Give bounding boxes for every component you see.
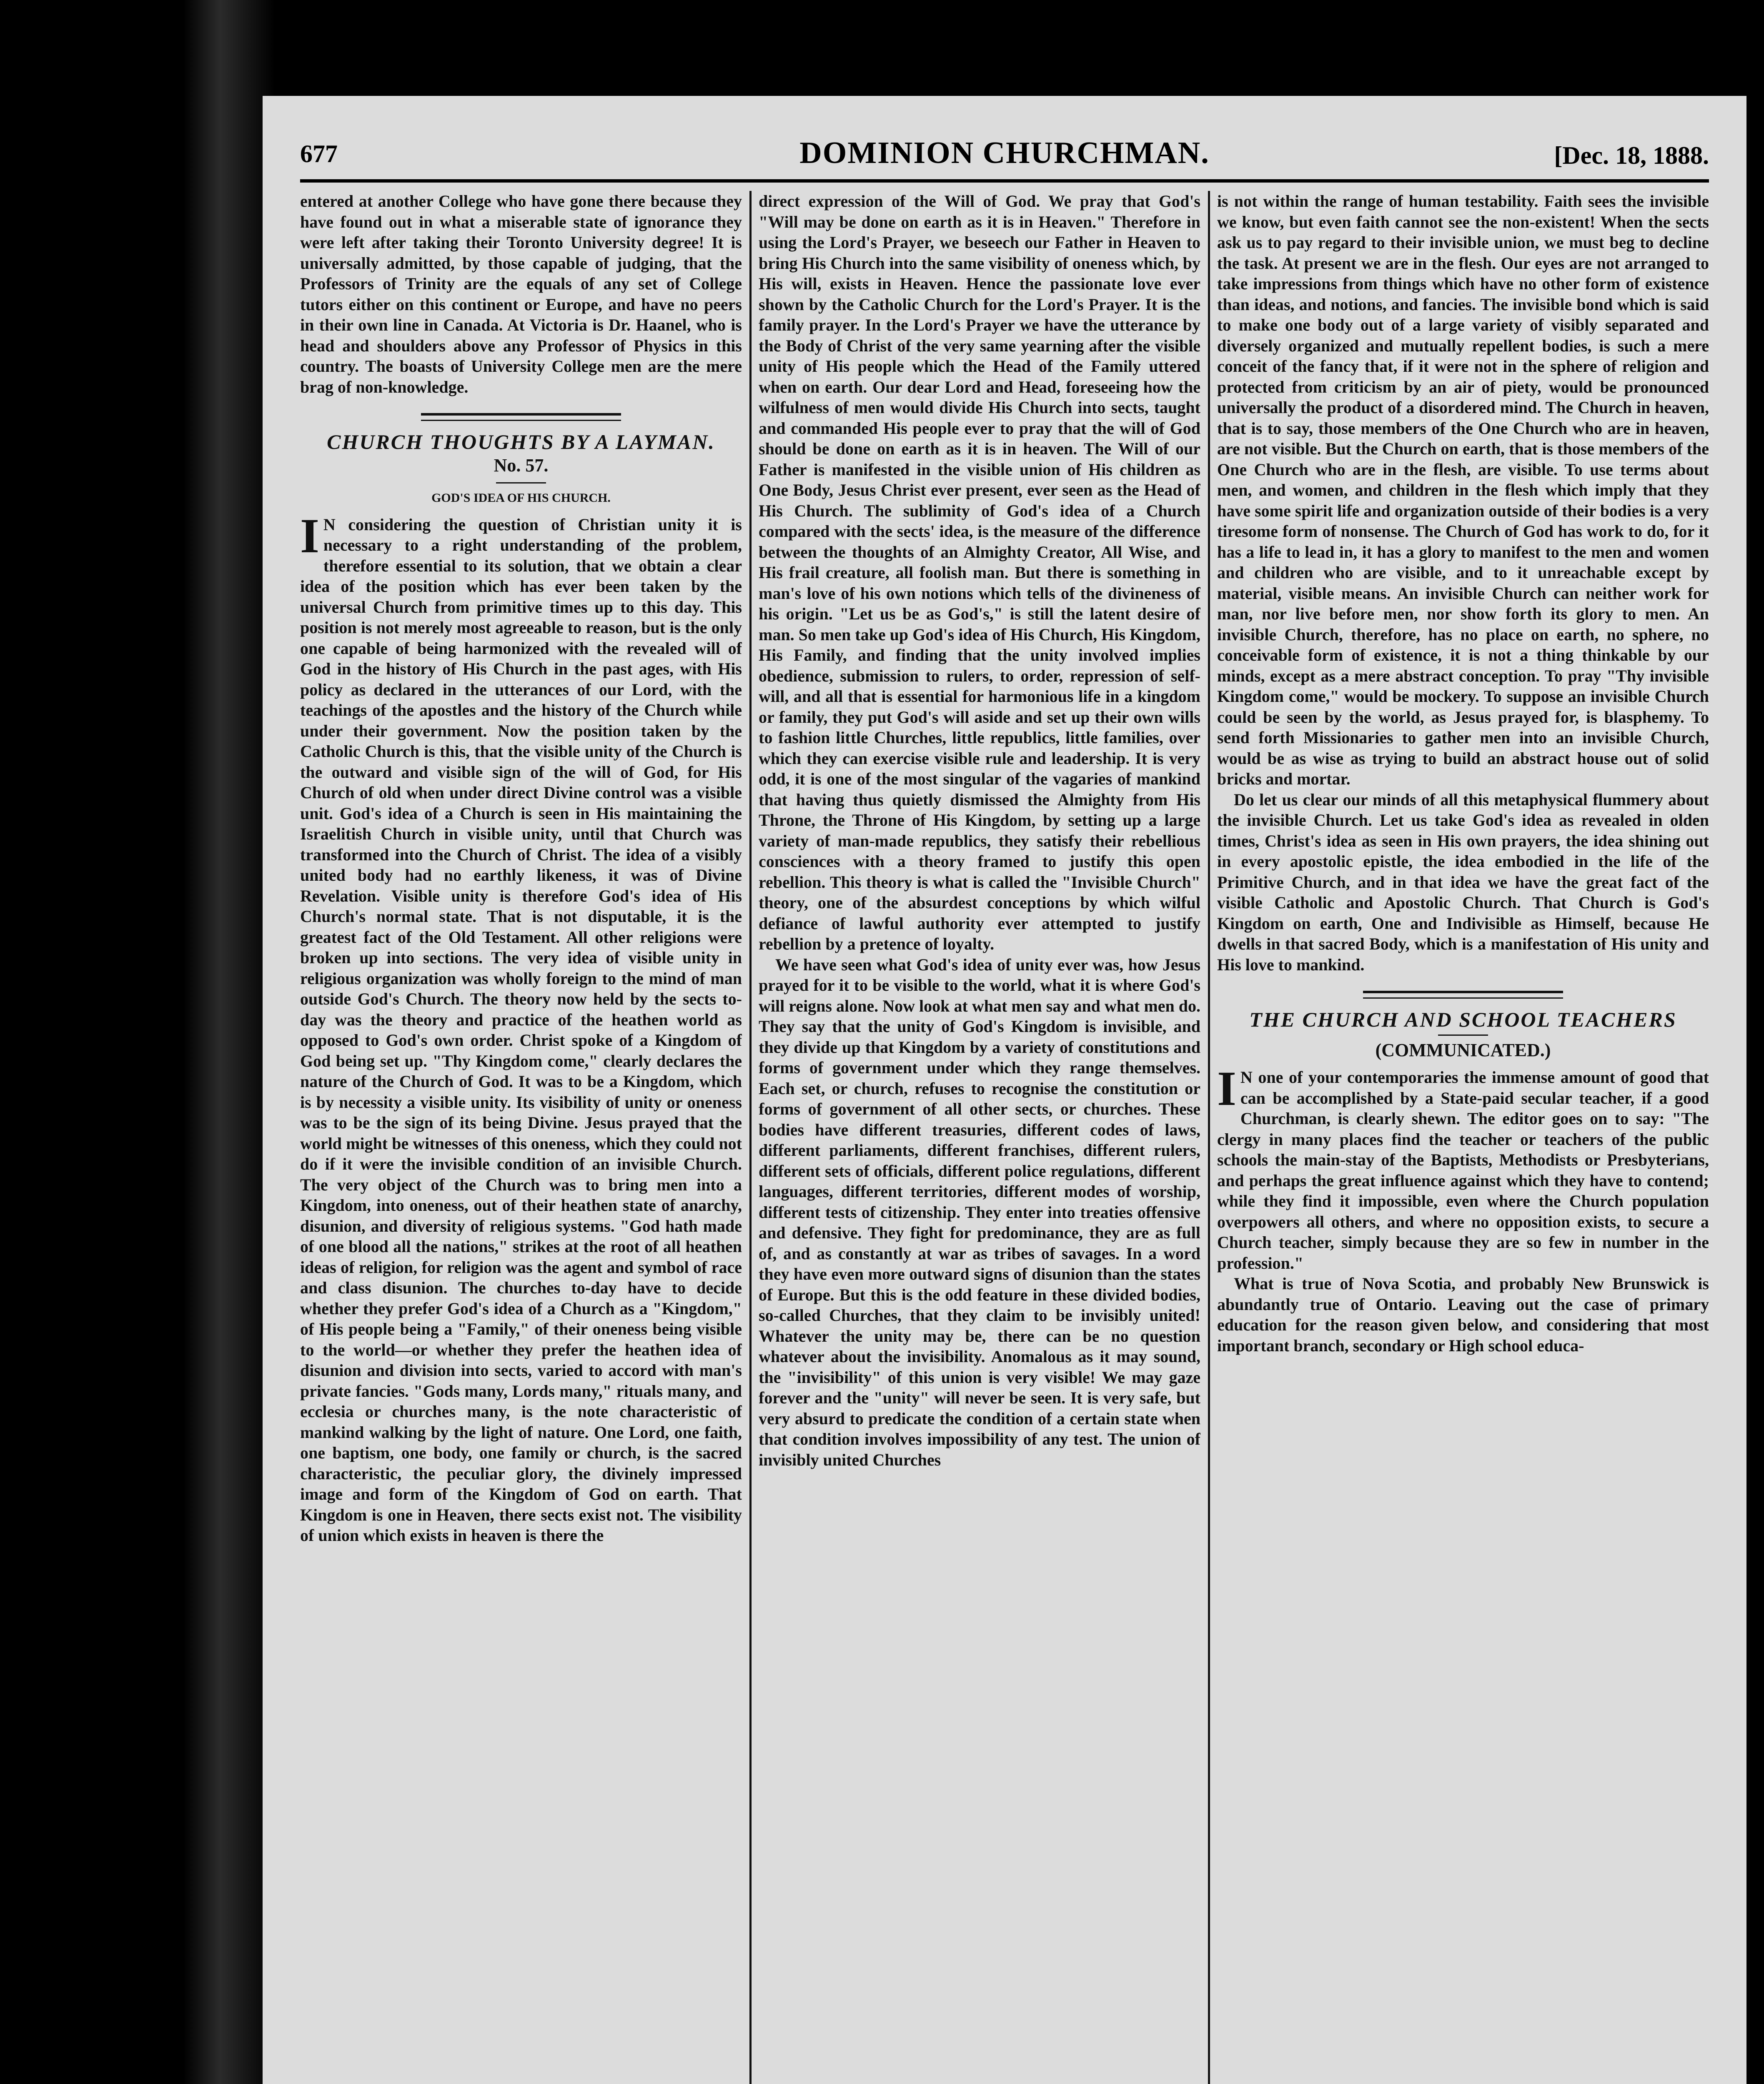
column-1 bbox=[300, 191, 742, 2084]
page-header bbox=[300, 135, 1709, 173]
column-3 bbox=[1217, 191, 1709, 2084]
header-rule bbox=[300, 179, 1709, 183]
drop-cap: I bbox=[300, 508, 319, 563]
article-number: No. 57. bbox=[494, 455, 549, 476]
article-title: CHURCH THOUGHTS BY A LAYMAN. bbox=[327, 430, 715, 453]
short-rule bbox=[496, 482, 546, 483]
masthead: DOMINION CHURCHMAN. bbox=[799, 136, 1210, 170]
column-2 bbox=[759, 191, 1200, 2084]
article-paragraph: I N one of your contemporaries the immense amount of good that can be accomplished by a State-paid secular teacher, if a good Churchman, is clearly shewn. The editor goes on to say: "The clergy in many places find the teacher or teachers of the public schools the main-stay of the Baptists, Methodists or Presbyterians, and perhaps the great influence against which they have to contend; while they find it impossible, even where the Church population overpowers all others, and where no opposition exists, to secure a Church teacher, simply because they are so few in number in the profession." bbox=[1217, 1061, 1709, 1272]
article-paragraph: is not within the range of human testability. Faith sees the invisible we know, but even faith cannot see the non-existent! When the sects ask us to pay regard to their invisible union, we must beg to decline the task. At present we are in the flesh. Our eyes are not arranged to take impressions from things which have no other form of existence than ideas, and notions, and fancies. The invisible bond which is said to make one body out of a large variety of visibly separated and diversely organized and mutually repellent bodies, is such a mere conceit of the fancy that, if it were not in the sphere of religion and protected from criticism by an air of piety, would be pronounced universally the product of a disordered mind. The Church in heaven, that is to say, those members of the One Church who are in heaven, are not visible. But the Church on earth, that is those members of the One Church who are in the flesh, are visible. To use terms about men, and women, and children in the flesh which imply that they have some spirit life and organization outside of their bodies is a very tiresome form of nonsense. The Church of God has work to do, for it has a life to lead in, it has a glory to manifest to the men and women and children who are visible, and to it unreachable except by material, visible means. An invisible Church can neither work for man, nor live before men, nor show forth its glory to men. An invisible Church, therefore, has no place on earth, no sphere, no conceivable form of existence, it is not a thing thinkable by our minds, except as a mere abstract conception. To pray "Thy invisible Kingdom come," would be mockery. To suppose an invisible Church could be seen by the world, as Jesus prayed for, is blasphemy. To send forth Missionaries to gather men into an invisible Church, would be as wise as trying to build an abstract house out of solid bricks and mortar. bbox=[1217, 192, 1709, 788]
newspaper-page bbox=[263, 96, 1746, 2084]
column-rule bbox=[1208, 191, 1210, 2084]
article-paragraph: I N considering the question of Christian unity it is necessary to a right understanding of the problem, therefore essential to its solution, that we obtain a clear idea of the position which has ever been taken by the universal Church from primitive times up to this day. This position is not merely most agreeable to reason, but is the only one capable of being harmonized with the revealed will of God in the history of His Church in the past ages, with His policy as declared in the utterances of our Lord, with the teachings of the apostles and the history of the Church while under their government. Now the position taken by the Catholic Church is this, that the visible unity of the Church is the outward and visible sign of the will of God, for His Church of old when under direct Divine control was a visible unit. God's idea of a Church is seen in His maintaining the Israelitish Church in visible unity, until that Church was transformed into the Church of Christ. The idea of a visibly united body had no earthly likeness, it was of Divine Revelation. Visible unity is therefore God's idea of His Church's normal state. That is not disputable, it is the greatest fact of the Old Testament. All other religions were broken up into sections. The very idea of visible unity in religious organization was wholly foreign to the mind of man outside God's Church. The theory now held by the sects to-day was the theory and practice of the heathen world as opposed to God's own order. Christ spoke of a Kingdom of God being set up. "Thy Kingdom come," clearly declares the nature of the Church of God. It was to be a Kingdom, which is by necessity a visible unity. Its visibility of unity or oneness was to be the sign of its being Divine. Jesus prayed that the world might be witnesses of this oneness, which they could not do if it were the invisible condition of an invisible Church. The very object of the Church was to bring men into a Kingdom, into oneness, out of their heathen state of anarchy, disunion, and diversity of religious systems. "God hath made of one blood all the nations," strikes at the root of all heathen ideas of religion, for religion was the agent and symbol of race and class disunion. The churches to-day have to decide whether they prefer God's idea of a Church as a "Kingdom," of His people being a "Family," of their oneness being visible to the world—or whether they prefer the heathen idea of disunion and division into sects, varied to accord with man's private fancies. "Gods many, Lords many," rituals many, and ecclesia or churches many, is the note characteristic of mankind walking by the light of nature. One Lord, one faith, one baptism, one body, one family or church, is the sacred characteristic, the peculiar glory, the divinely impressed image and form of the Kingdom of God on earth. That Kingdom is one in Heaven, there sects exist not. The visibility of union which exists in heaven is there the bbox=[300, 508, 742, 1545]
article-title-2: THE CHURCH AND SCHOOL TEACHERS bbox=[1249, 1008, 1677, 1031]
column-1-intro: entered at another College who have gone there because they have found out in what a miserable state of ignorance they were left after taking their Toronto University degree! It is universally admitted, by those capable of judging, that the Professors of Trinity are the equals of any set of College tutors either on this continent or Europe, and have no peers in their own line in Canada. At Victoria is Dr. Haanel, who is head and shoulders above any Professor of Physics in this country. The boasts of University College men are the mere brag of non-knowledge. bbox=[300, 192, 742, 396]
article-subtitle: GOD'S IDEA OF HIS CHURCH. bbox=[431, 491, 611, 505]
book-gutter bbox=[183, 0, 275, 2084]
drop-cap: I bbox=[1217, 1061, 1236, 1116]
section-divider bbox=[1363, 991, 1563, 999]
article-paragraph: We have seen what God's idea of unity ever was, how Jesus prayed for it to be visible to the world, what it is where God's will reigns alone. Now look at what men say and what men do. They say that the unity of God's Kingdom is invisible, and they divide up that Kingdom by a variety of constitutions and forms of government under which they range themselves. Each set, or church, refuses to recognise the constitution or forms of government of all other sects, or churches. These bodies have different treasuries, different codes of laws, different parliaments, different franchises, different rulers, different sets of officials, different police regulations, different languages, different territories, different modes of worship, different tests of citizenship. They enter into treaties offensive and defensive. They fight for predominance, they are as full of, and as constantly at war as tribes of savages. In a word they have even more outward signs of disunion than the states of Europe. But this is the odd feature in these divided bodies, so-called Churches, that they claim to be invisibly united! Whatever the unity may be, there can be no question whatever about the invisibility. Anomalous as it may sound, the "invisibility" of this union is very visible! We may gaze forever and the "unity" will never be seen. It is very safe, but very absurd to predicate the condition of a certain state when that condition involves impossibility of any test. The union of invisibly united Churches bbox=[759, 955, 1200, 1469]
short-rule bbox=[1438, 1034, 1488, 1036]
article-paragraph: Do let us clear our minds of all this metaphysical flummery about the invisible Church. Let us take God's idea as revealed in olden times, Christ's idea as seen in His own prayers, the idea shining out in every apostolic epistle, the idea embodied in the life of the Primitive Church, and in that idea we have the great fact of the visible Catholic and Apostolic Church. That Church is God's Kingdom on earth, One and Indivisible as Himself, because He dwells in that sacred Body, which is a manifestation of His unity and His love to mankind. bbox=[1217, 790, 1709, 974]
section-divider bbox=[421, 413, 621, 421]
page-number: 677 bbox=[300, 140, 338, 168]
article-paragraph: What is true of Nova Scotia, and probably New Brunswick is abundantly true of Ontario. Leaving out the case of primary education for the reason given below, and considering that most important branch, secondary or High school educa- bbox=[1217, 1274, 1709, 1355]
article-subtitle-2: (COMMUNICATED.) bbox=[1375, 1039, 1551, 1060]
article-paragraph: direct expression of the Will of God. We pray that God's "Will may be done on earth as it is in Heaven." Therefore in using the Lord's Prayer, we beseech our Father in Heaven to bring His Church into the same visibility of oneness which, by His will, exists in Heaven. Hence the passionate love ever shown by the Catholic Church for the Lord's Prayer. It is the family prayer. In the Lord's Prayer we have the utterance by the Body of Christ of the very same yearning after the visible unity of His people which the Head of the Family uttered when on earth. Our dear Lord and Head, foreseeing how the wilfulness of men would divide His Church into sects, taught and commanded His people ever to pray that the will of God should be done on earth as it is in heaven. The Will of our Father is manifested in the visible union of His children as One Body, Jesus Christ ever present, ever seen as the Head of His Church. The sublimity of God's idea of a Church compared with the sects' idea, is the measure of the difference between the thoughts of an Almighty Creator, All Wise, and His frail creature, all foolish man. But there is something in man's love of his own notions which tells of the divineness of his origin. "Let us be as God's," is still the latent desire of man. So men take up God's idea of His Church, His Kingdom, His Family, and finding that the unity involved implies obedience, submission to rulers, to order, repression of self-will, and all that is essential for harmonious life in a kingdom or family, they put God's will aside and set up their own wills to fashion little Churches, little republics, little families, over which they can exercise visible rule and leadership. It is very odd, it is one of the most singular of the vagaries of mankind that having thus quietly dismissed the Almighty from His Throne, the Throne of His Kingdom, by setting up a large variety of man-made republics, they satisfy their rebellious consciences with a theory framed to justify this open rebellion. This theory is what is called the "Invisible Church" theory, one of the absurdest conceptions by which wilful defiance of lawful authority ever attempted to justify rebellion by a pretence of loyalty. bbox=[759, 192, 1200, 953]
column-rule bbox=[749, 191, 752, 2084]
issue-date: [Dec. 18, 1888. bbox=[1554, 142, 1709, 169]
